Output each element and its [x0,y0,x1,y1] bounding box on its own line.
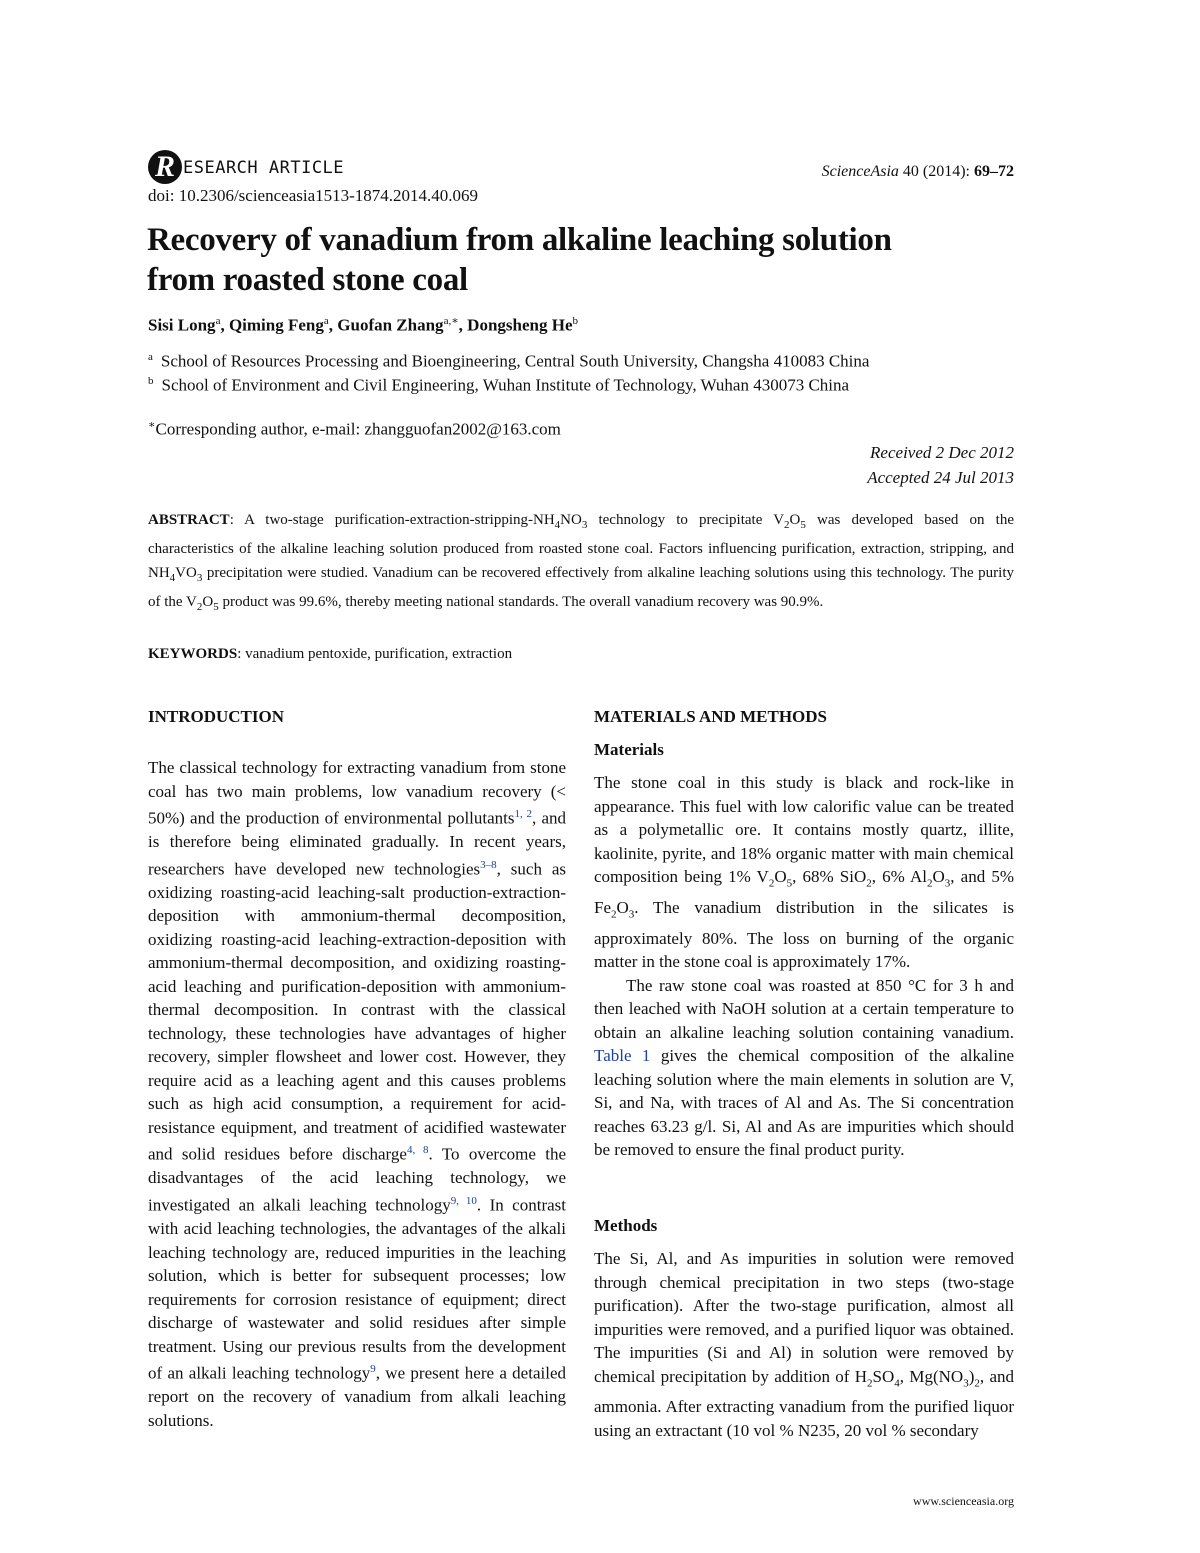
materials-sub: 2 [866,877,872,890]
citation-link[interactable]: 3–8 [480,858,497,871]
intro-text: , we present here a detailed report on the recovery of vanadium from alkali leaching solutions. [148,1363,566,1430]
materials-text: , and 5% Fe [594,867,1014,917]
abstract-sub: 4 [169,572,176,584]
intro-text: The classical technology for extracting vanadium from stone coal has two main problems, low vanadium recovery (< 50%) and the production of environmental pollutants [148,758,566,828]
author-name: Qiming Feng [228,315,324,335]
materials-paragraph-2 [594,974,1014,1162]
intro-text: , such as oxidizing roasting-acid leaching-salt production-extraction-deposition with ammonium-thermal decomposition, oxidizing roasting-acid leaching-extraction-deposition with ammonium-thermal decomposition, and oxidizing roasting-acid leaching and purification-deposition with ammonium-thermal decomposition. In contrast with the classical technology, these technologies have advantages of higher recovery, simpler flowsheet and lower cost. However, they require acid as a leaching agent and this causes problems such as high acid consumption, a requirement for acid-resistance equipment, and treatment of acidified wastewater and solid residues before discharge [148,859,567,1164]
materials-text: gives the chemical composition of the alkaline leaching solution where the main elements in solution are V, Si, and Na, with traces of Al and As. The Si concentration reaches 63.23 g/l. Si, Al and As are impurities which should be removed to ensure the final product purity. [594,1046,1015,1160]
paper-title [147,220,1047,300]
materials-text: O [932,867,945,886]
received-date: Received 2 Dec 2012 [870,443,1014,462]
footer-url[interactable]: www.scienceasia.org [913,1494,1014,1508]
abstract-sub: 5 [213,601,219,613]
abstract-text: O [202,594,214,610]
journal-citation [822,163,1014,181]
affiliation-a [148,351,869,372]
affiliation-b [148,375,849,396]
journal-volume: 40 (2014): [902,163,970,180]
abstract-sub: 4 [554,519,561,531]
materials-paragraph-1 [594,771,1014,974]
corresponding-sup: ∗ [148,419,156,431]
abstract-text: VO [175,565,197,581]
abstract-text: NO [560,512,582,528]
author-name: Dongsheng He [467,315,573,335]
intro-text: , and is therefore being eliminated gradually. In recent years, researchers have developed new technologies [148,808,566,879]
abstract-text: O [789,512,801,528]
title-line-1: Recovery of vanadium from alkaline leaching solution [147,222,892,258]
materials-sub: 2 [926,877,933,890]
materials-subheading: Materials [594,740,664,759]
abstract-text: product was 99.6%, thereby meeting national standards. The overall vanadium recovery was 90.9%. [218,594,824,610]
methods-sub: 2 [867,1376,873,1389]
materials-sub: 3 [944,877,951,890]
intro-text: . In contrast with acid leaching technologies, the advantages of the alkali leaching technology are, reduced impurities in the leaching solution, which is better for subsequent processes; low requirements for corrosion resistance of equipment; direct discharge of wastewater and solid residues after simple treatment. Using our previous results from the development of an alkali leaching technology [148,1195,566,1383]
materials-text: , 6% Al [871,867,927,886]
materials-text: . The vanadium distribution in the silicates is approximately 80%. The loss on burning of the organic matter in the stone coal is approximately 17%. [594,897,1014,972]
author-sup: a,∗ [443,315,459,327]
logo-text: ESEARCH ARTICLE [183,158,345,178]
author-sup: a [323,315,329,327]
methods-text: ) [968,1366,975,1386]
author-name: Guofan Zhang [337,315,444,335]
methods-text: The Si, Al, and As impurities in solution were removed through chemical precipitation in two steps (two-stage purification). After the two-stage purification, almost all impurities were removed, and a purified liquor was obtained. The impurities (Si and Al) in solution were removed by chemical precipitation by addition of H [594,1249,1014,1386]
methods-subheading: Methods [594,1216,658,1235]
doi[interactable]: doi: 10.2306/scienceasia1513-1874.2014.40.069 [148,186,479,205]
citation-link[interactable]: 4, 8 [406,1144,429,1157]
citation-link[interactable]: 9, 10 [450,1194,477,1207]
abstract-sub: 3 [196,572,203,584]
citation-link[interactable]: 9 [370,1363,376,1376]
materials-sub: 3 [628,908,635,921]
materials-sub: 2 [611,908,617,921]
methods-text: , and ammonia. After extracting vanadium from the purified liquor using an extractant (10 vol % N235, 20 vol % secondary [594,1366,1014,1440]
research-article-logo [148,150,344,184]
author-name: Sisi Long [148,315,216,335]
materials-body [594,771,1014,1162]
corresponding-author [148,418,561,440]
methods-text: SO [872,1366,895,1386]
journal-name: ScienceAsia [821,163,899,180]
affiliation-sup: b [148,375,154,387]
introduction-body [148,756,566,1432]
affiliation-text: School of Resources Processing and Bioengineering, Central South University, Changsha 410083 China [160,351,870,371]
materials-text: The stone coal in this study is black and rock-like in appearance. This fuel with low calorific value can be treated as a polymetallic ore. It contains mostly quartz, illite, kaolinite, pyrite, and 18% organic matter with main chemical composition being 1% V [594,773,1014,886]
materials-sub: 2 [768,877,775,890]
materials-text: , 68% SiO [792,867,867,886]
dates [867,440,1014,490]
abstract-text: : A two-stage purification-extraction-stripping-NH [229,512,555,528]
author-sup: a [215,315,221,327]
materials-text: O [774,867,787,886]
abstract-label: ABSTRACT [148,512,230,528]
materials-text: The raw stone coal was roasted at 850 °C for 3 h and then leached with NaOH solution at a certain temperature to obtain an alkaline leaching solution containing vanadium. [594,975,1014,1042]
materials-text: O [616,897,629,917]
methods-sub: 4 [894,1376,900,1389]
abstract-text: technology to precipitate V [587,512,785,528]
accepted-date: Accepted 24 Jul 2013 [867,468,1014,487]
abstract-sub: 5 [800,519,806,531]
methods-text: , Mg(NO [899,1366,964,1386]
introduction-paragraph [148,756,566,1432]
methods-sub: 3 [963,1376,969,1389]
intro-text: . To overcome the disadvantages of the acid leaching technology, we investigated an alkali leaching technology [148,1144,566,1215]
abstract-sub: 3 [581,519,588,531]
corresponding-text: Corresponding author, e-mail: zhangguofan2002@163.com [155,419,561,439]
title-line-2: from roasted stone coal [147,262,468,298]
methods-paragraph-1 [594,1247,1014,1442]
keywords [148,646,512,663]
abstract-text: precipitation were studied. Vanadium can be recovered effectively from alkaline leaching solutions using this technology. The purity of the V [148,565,1014,610]
author-sup: b [572,315,578,327]
abstract-sub: 2 [784,519,790,531]
journal-pages: 69–72 [974,163,1014,180]
logo-r-badge: R [148,150,182,184]
materials-methods-heading: MATERIALS AND METHODS [594,707,827,726]
abstract-sub: 2 [196,601,203,613]
methods-body [594,1247,1014,1442]
abstract [148,508,1014,619]
keywords-label: KEYWORDS [148,646,238,662]
author-list: Sisi Long$^a$, Qiming Feng$^a$, Guofan Zhang$^{a,∗}$, Dongsheng He$^b$ [148,315,578,335]
citation-link[interactable]: 1, 2 [514,808,532,820]
introduction-heading: INTRODUCTION [148,707,285,726]
keywords-text: : vanadium pentoxide, purification, extraction [237,646,513,662]
affiliation-sup: a [148,351,153,363]
table-1-link[interactable]: Table 1 [594,1046,651,1066]
abstract-text: was developed based on the characteristics of the alkaline leaching solution produced from roasted stone coal. Factors influencing purification, extraction, stripping, and NH [148,512,1014,581]
methods-sub: 2 [974,1376,980,1389]
affiliation-text: School of Environment and Civil Engineering, Wuhan Institute of Technology, Wuhan 430073 China [161,375,850,395]
materials-sub: 5 [786,877,793,890]
